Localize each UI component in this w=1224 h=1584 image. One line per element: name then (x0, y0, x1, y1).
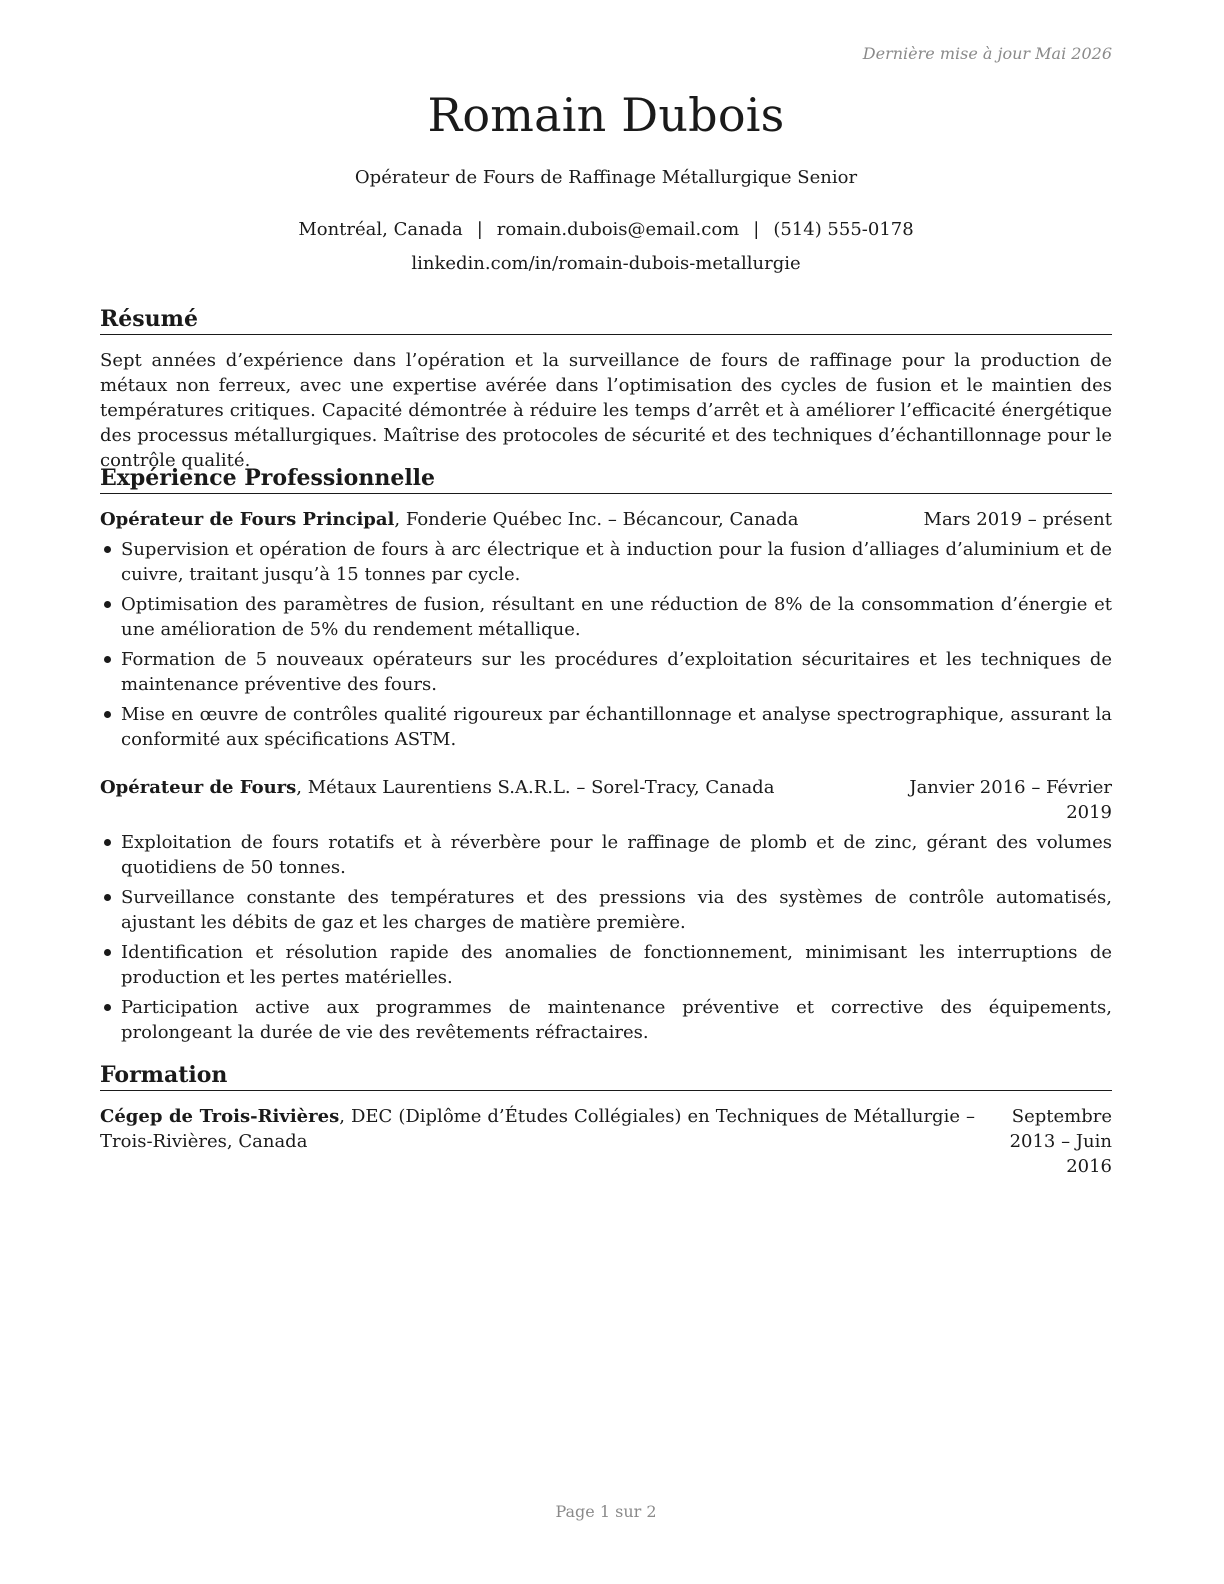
list-item: Supervision et opération de fours à arc électrique et à induction pour la fusion d’alliages d’aluminium et de cuivre, traitant jusqu’à 15 tonnes par cycle. (100, 537, 1112, 587)
list-item: Identification et résolution rapide des anomalies de fonctionnement, minimisant les interruptions de production et les pertes matérielles. (100, 940, 1112, 990)
job-company: , Fonderie Québec Inc. – Bécancour, Canada (394, 509, 799, 530)
contact-separator: | (476, 219, 483, 240)
job-header (100, 507, 1112, 532)
education-dates-line1: Septembre 2013 – Juin (1009, 1106, 1112, 1152)
contact-email[interactable]: romain.dubois@email.com (496, 219, 740, 240)
list-item: Exploitation de fours rotatifs et à réverbère pour le raffinage de plomb et de zinc, gérant des volumes quotidiens de 50 tonnes. (100, 830, 1112, 880)
list-item: Mise en œuvre de contrôles qualité rigoureux par échantillonnage et analyse spectrographique, assurant la conformité aux spécifications ASTM. (100, 702, 1112, 752)
contact-phone[interactable]: (514) 555-0178 (773, 219, 914, 240)
education-text (100, 1104, 975, 1154)
candidate-name: Romain Dubois (427, 88, 785, 142)
education-school: Cégep de Trois-Rivières (100, 1106, 340, 1127)
education-dates (972, 1104, 1112, 1179)
page-number: Page 1 sur 2 (555, 1502, 657, 1521)
section-heading-education: Formation (100, 1061, 1112, 1091)
candidate-title: Opérateur de Fours de Raffinage Métallurgique Senior (354, 167, 858, 188)
job-dates-line2: 2019 (1066, 802, 1112, 823)
job-bullets (100, 830, 1112, 1050)
list-item: Participation active aux programmes de maintenance préventive et corrective des équipements, prolongeant la durée de vie des revêtements réfractaires. (100, 995, 1112, 1045)
job-dates: Mars 2019 – présent (923, 509, 1112, 530)
job-role: Opérateur de Fours Principal (100, 509, 395, 530)
job-bullets (100, 537, 1112, 757)
contact-separator: | (753, 219, 760, 240)
job-company: , Métaux Laurentiens S.A.R.L. – Sorel-Tracy, Canada (296, 777, 775, 798)
job-dates-line1: Janvier 2016 – Février (909, 777, 1112, 798)
section-heading-summary: Résumé (100, 305, 1112, 335)
last-updated: Dernière mise à jour Mai 2026 (862, 44, 1112, 63)
summary-text: Sept années d’expérience dans l’opération et la surveillance de fours de raffinage pour la production de métaux non ferreux, avec une expertise avérée dans l’optimisation des cycles de fusion et le maintien des températures critiques. Capacité démontrée à réduire les temps d’arrêt et à améliorer l’efficacité énergétique des processus métallurgiques. Maîtrise des protocoles de sécurité et des techniques d’échantillonnage pour le contrôle qualité. (100, 350, 1112, 471)
list-item: Surveillance constante des températures et des pressions via des systèmes de contrôle automatisés, ajustant les débits de gaz et les charges de matière première. (100, 885, 1112, 935)
list-item: Formation de 5 nouveaux opérateurs sur les procédures d’exploitation sécuritaires et les techniques de maintenance préventive des fours. (100, 647, 1112, 697)
contact-location: Montréal, Canada (298, 219, 463, 240)
job-role: Opérateur de Fours (100, 777, 297, 798)
resume-page (100, 0, 1112, 1584)
education-dates-line2: 2016 (1066, 1156, 1112, 1177)
list-item: Optimisation des paramètres de fusion, résultant en une réduction de 8% de la consommation d’énergie et une amélioration de 5% du rendement métallique. (100, 592, 1112, 642)
section-heading-experience: Expérience Professionnelle (100, 464, 1112, 494)
education-entry (100, 1104, 1112, 1177)
education-degree: , DEC (Diplôme d’Études Collégiales) en Techniques de Métallurgie – Trois-Rivières, Canada (100, 1106, 976, 1152)
contact-line (100, 219, 1112, 240)
job-dates (909, 775, 1112, 825)
job-header (100, 775, 1112, 823)
contact-linkedin[interactable]: linkedin.com/in/romain-dubois-metallurgie (411, 253, 801, 274)
